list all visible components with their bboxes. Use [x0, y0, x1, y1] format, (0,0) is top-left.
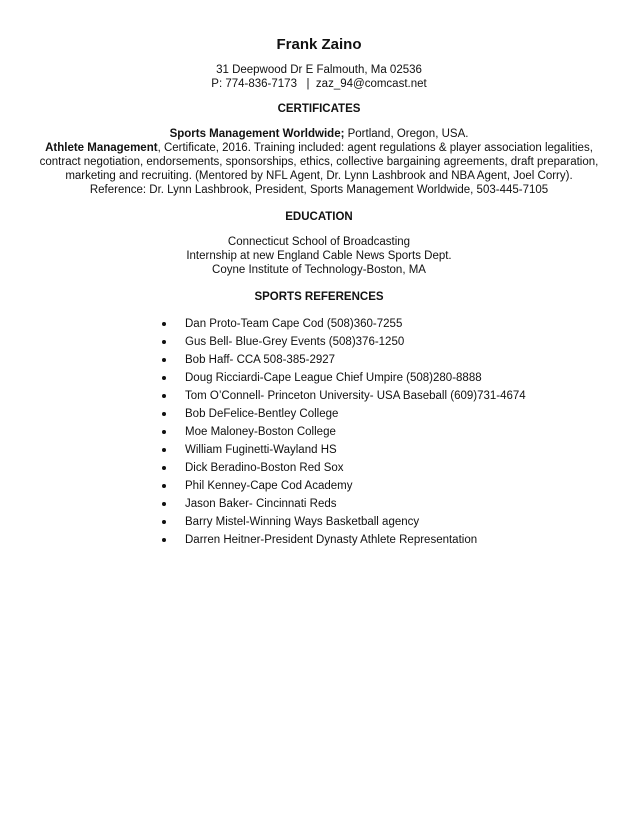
- education-section: [0, 235, 638, 277]
- reference-text: Darren Heitner-President Dynasty Athlete Representation: [185, 534, 478, 546]
- sports-references-heading: SPORTS REFERENCES: [254, 291, 384, 303]
- cert-org-location: Portland, Oregon, USA.: [344, 128, 469, 140]
- reference-text: Gus Bell- Blue-Grey Events (508)376-1250: [185, 336, 405, 348]
- reference-text: Tom O’Connell- Princeton University- USA Baseball (609)731-4674: [185, 390, 526, 402]
- bullet-icon: [162, 520, 166, 524]
- education-heading: EDUCATION: [285, 211, 353, 223]
- list-item: [0, 387, 638, 405]
- certificates-heading: CERTIFICATES: [277, 103, 361, 115]
- list-item: [0, 459, 638, 477]
- bullet-icon: [162, 448, 166, 452]
- reference-text: Dick Beradino-Boston Red Sox: [185, 462, 344, 474]
- list-item: [0, 333, 638, 351]
- list-item: [0, 405, 638, 423]
- phone-email-line: P: 774-836-7173 | zaz_94@comcast.net: [211, 78, 427, 90]
- reference-text: Dan Proto-Team Cape Cod (508)360-7255: [185, 318, 403, 330]
- applicant-name: Frank Zaino: [276, 36, 362, 53]
- reference-text: Phil Kenney-Cape Cod Academy: [185, 480, 353, 492]
- list-item: [0, 477, 638, 495]
- bullet-icon: [162, 340, 166, 344]
- bullet-icon: [162, 466, 166, 470]
- cert-reference: Reference: Dr. Lynn Lashbrook, President, Sports Management Worldwide, 503-445-7105: [89, 184, 549, 196]
- list-item: [0, 369, 638, 387]
- cert-title: Athlete Management: [45, 142, 158, 154]
- bullet-icon: [162, 376, 166, 380]
- bullet-icon: [162, 358, 166, 362]
- list-item: [0, 351, 638, 369]
- reference-text: Doug Ricciardi-Cape League Chief Umpire (508)280-8888: [185, 372, 482, 384]
- bullet-icon: [162, 394, 166, 398]
- bullet-icon: [162, 538, 166, 542]
- list-item: [0, 531, 638, 549]
- reference-text: Bob DeFelice-Bentley College: [185, 408, 339, 420]
- reference-text: Barry Mistel-Winning Ways Basketball agency: [185, 516, 420, 528]
- bullet-icon: [162, 322, 166, 326]
- certificates-section: [0, 127, 638, 197]
- reference-text: Bob Haff- CCA 508-385-2927: [185, 354, 336, 366]
- bullet-icon: [162, 412, 166, 416]
- bullet-icon: [162, 502, 166, 506]
- reference-text: Moe Maloney-Boston College: [185, 426, 336, 438]
- list-item: [0, 495, 638, 513]
- list-item: [0, 513, 638, 531]
- list-item: [0, 423, 638, 441]
- cert-description: [38, 141, 600, 183]
- bullet-icon: [162, 430, 166, 434]
- cert-organization: [38, 127, 600, 141]
- cert-details: , Certificate, 2016. Training included: agent regulations & player association legalities, contract negotiation, endorsements, sponsorships, ethics, collective bargaining agreements, draft preparation, marketing and recruiting. (Mentored by NFL Agent, Dr. Lynn Lashbrook and NBA Agent, Joel Corry).: [39, 142, 599, 182]
- list-item: [0, 441, 638, 459]
- education-line: Connecticut School of Broadcasting: [227, 236, 411, 248]
- address-line: 31 Deepwood Dr E Falmouth, Ma 02536: [216, 64, 422, 76]
- reference-text: Jason Baker- Cincinnati Reds: [185, 498, 337, 510]
- contact-block: [0, 63, 638, 91]
- education-line: Internship at new England Cable News Sports Dept.: [186, 250, 452, 262]
- bullet-icon: [162, 484, 166, 488]
- education-line: Coyne Institute of Technology-Boston, MA: [212, 264, 426, 276]
- sports-references-list: [0, 315, 638, 549]
- list-item: [0, 315, 638, 333]
- reference-text: William Fuginetti-Wayland HS: [185, 444, 337, 456]
- cert-org-name: Sports Management Worldwide;: [169, 128, 345, 140]
